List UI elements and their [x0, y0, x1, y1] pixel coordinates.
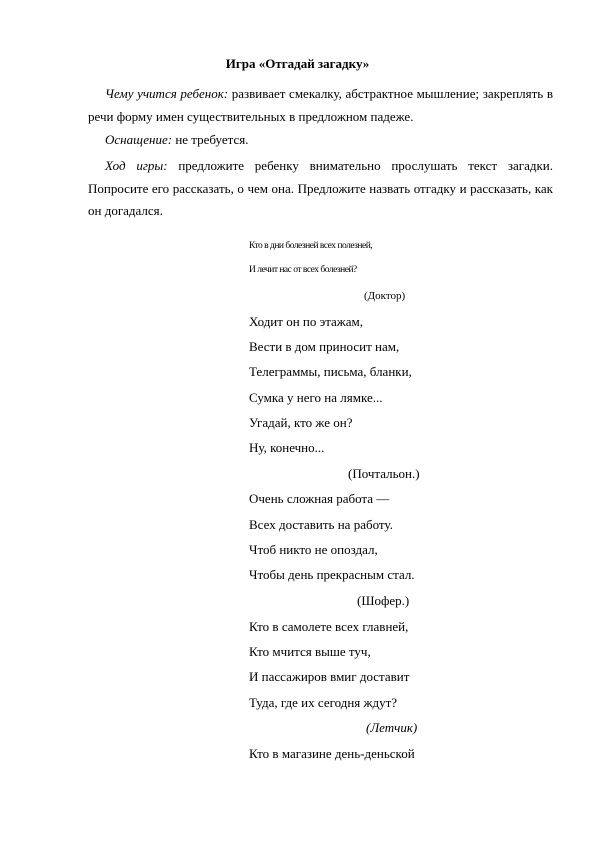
riddle-line: Телеграммы, письма, бланки,	[249, 364, 412, 379]
intro-label: Оснащение:	[105, 132, 173, 147]
riddle-line: Очень сложная работа —	[249, 491, 390, 506]
riddle-line: Туда, где их сегодня ждут?	[249, 695, 398, 710]
intro-text: не требуется.	[172, 132, 249, 147]
riddle-line: Угадай, кто же он?	[249, 415, 353, 430]
riddle-line: Чтоб никто не опоздал,	[249, 542, 378, 557]
riddle-line: Ходит он по этажам,	[249, 314, 364, 329]
intro-text: предложите ребенку внимательно прослушать текст загадки. Попросите его рассказать, о чем она. Предложите назвать отгадку и рассказать, как он догадался.	[88, 158, 554, 218]
riddle-answer: (Доктор)	[364, 290, 406, 302]
riddle-line: Ну, конечно...	[249, 440, 325, 455]
intro-label: Чему учится ребенок:	[105, 86, 229, 101]
riddle-line: Вести в дом приносит нам,	[249, 339, 400, 354]
document-title: Игра «Отгадай загадку»	[225, 56, 370, 71]
riddle-answer: (Летчик)	[366, 720, 418, 735]
riddle-answer: (Почтальон.)	[348, 466, 420, 481]
riddle-line: Кто мчится выше туч,	[249, 644, 371, 659]
riddle-line: И пассажиров вмиг доставит	[249, 669, 410, 684]
riddle-line: И лечит нас от всех болезней?	[249, 265, 357, 275]
riddle-line: Чтобы день прекрасным стал.	[249, 567, 415, 582]
intro-text: развивает смекалку, абстрактное мышление; закреплять в речи форму имен существительных в предложном падеже.	[88, 86, 553, 124]
riddle-line: Кто в самолете всех главней,	[249, 619, 409, 634]
intro-label: Ход игры:	[105, 158, 168, 173]
riddle-answer: (Шофер.)	[357, 593, 410, 608]
riddle-line: Сумка у него на лямке...	[249, 390, 383, 405]
riddle-line: Кто в магазине день-деньской	[249, 746, 415, 761]
riddle-line: Кто в дни болезней всех полезней,	[249, 241, 373, 251]
riddle-line: Всех доставить на работу.	[249, 517, 393, 532]
